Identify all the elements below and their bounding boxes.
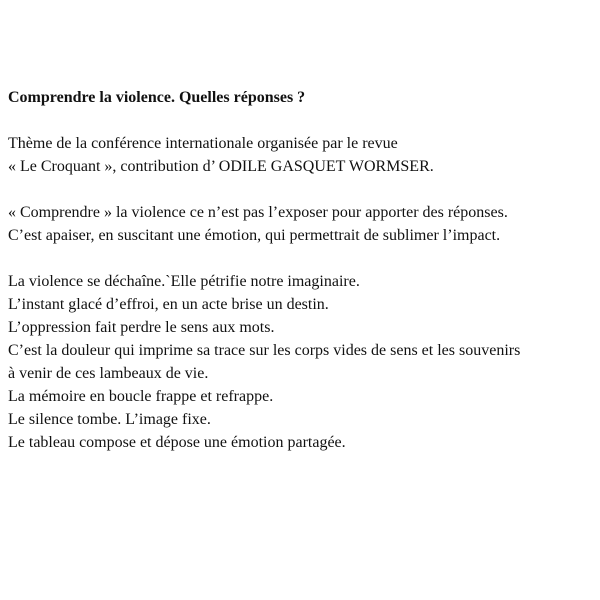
paragraph-1-line-1: « Comprendre » la violence ce n’est pas l’exposer pour apporter des réponses. <box>8 204 508 221</box>
paragraph-1-line-2: C’est apaiser, en suscitant une émotion, qui permettrait de sublimer l’impact. <box>8 227 501 244</box>
paragraph-2-line-8: Le tableau compose et dépose une émotion partagée. <box>8 434 346 451</box>
paragraph-2-line-5: à venir de ces lambeaux de vie. <box>8 365 209 382</box>
paragraph-2-line-2: L’instant glacé d’effroi, en un acte brise un destin. <box>8 296 329 313</box>
paragraph-2-line-7: Le silence tombe. L’image fixe. <box>8 411 211 428</box>
paragraph-2-line-3: L’oppression fait perdre le sens aux mots. <box>8 319 275 336</box>
paragraph-1 <box>8 201 600 247</box>
intro-line-2: « Le Croquant », contribution d’ ODILE GASQUET WORMSER. <box>8 158 434 175</box>
document-body <box>8 86 600 477</box>
paragraph-2 <box>8 270 600 454</box>
paragraph-2-line-6: La mémoire en boucle frappe et refrappe. <box>8 388 274 405</box>
document-title: Comprendre la violence. Quelles réponses ? <box>8 89 306 106</box>
paragraph-2-line-4: C’est la douleur qui imprime sa trace sur les corps vides de sens et les souvenirs <box>8 342 521 359</box>
intro-paragraph <box>8 132 600 178</box>
intro-line-1: Thème de la conférence internationale organisée par le revue <box>8 135 398 152</box>
paragraph-2-line-1: La violence se déchaîne.`Elle pétrifie notre imaginaire. <box>8 273 360 290</box>
